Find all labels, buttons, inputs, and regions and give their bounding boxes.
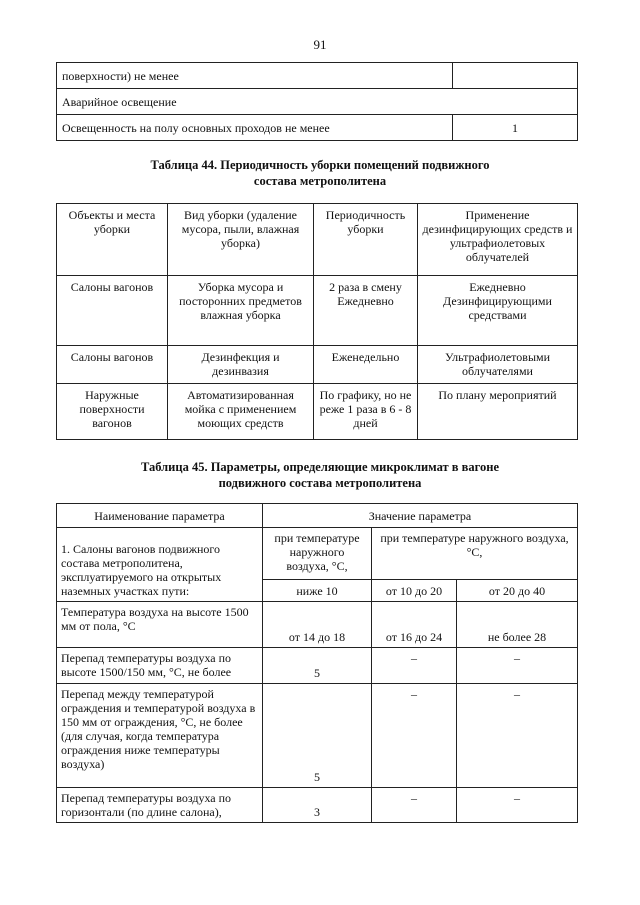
- table-header-row: [57, 504, 578, 528]
- table-cell: –: [372, 648, 457, 684]
- table-row: [57, 63, 578, 89]
- table-cell: Салоны вагонов: [57, 346, 168, 384]
- table-cell: –: [457, 684, 578, 788]
- table-45-caption: [0, 459, 640, 491]
- caption-text: Таблица 45. Параметры, определяющие микроклимат в вагоне подвижного состава метрополитена: [140, 460, 500, 490]
- table-cell: от 16 до 24: [372, 602, 457, 648]
- table-cell: Ультрафиолетовыми облучателями: [418, 346, 578, 384]
- table-cell: Наружные поверхности вагонов: [57, 384, 168, 440]
- table-cell: Освещенность на полу основных проходов не менее: [57, 115, 453, 141]
- table-cell: не более 28: [457, 602, 578, 648]
- table-cell: Перепад температуры воздуха по высоте 1500/150 мм, °С, не более: [57, 648, 263, 684]
- table-cell: Салоны вагонов: [57, 276, 168, 346]
- table-row: [57, 788, 578, 823]
- header-cell: при температуре наружного воздуха, °С,: [263, 528, 372, 580]
- header-cell: Наименование параметра: [57, 504, 263, 528]
- table-cell: 1: [453, 115, 578, 141]
- table-row: [57, 89, 578, 115]
- header-cell: Объекты и места уборки: [57, 204, 168, 276]
- table-cell: 3: [263, 788, 372, 823]
- table-cell: Автоматизированная мойка с применением моющих средств: [168, 384, 314, 440]
- table-44: [56, 203, 578, 440]
- table-cell: Дезинфекция и дезинвазия: [168, 346, 314, 384]
- table-cell: По графику, но не реже 1 раза в 6 - 8 дней: [314, 384, 418, 440]
- table-cell: 5: [263, 648, 372, 684]
- table-cell: –: [372, 788, 457, 823]
- table-row: [57, 602, 578, 648]
- table-cell: Уборка мусора и посторонних предметов влажная уборка: [168, 276, 314, 346]
- table-cell: Перепад температуры воздуха по горизонтали (по длине салона),: [57, 788, 263, 823]
- header-cell: Применение дезинфицирующих средств и ультрафиолетовых облучателей: [418, 204, 578, 276]
- page-number: 91: [313, 37, 327, 52]
- top-table-fragment: [56, 62, 578, 141]
- table-row: [57, 648, 578, 684]
- table-45: [56, 503, 578, 823]
- table-cell: [453, 63, 578, 89]
- table-cell: По плану мероприятий: [418, 384, 578, 440]
- header-cell: при температуре наружного воздуха, °С,: [372, 528, 578, 580]
- table-header-row: [57, 204, 578, 276]
- header-cell: от 10 до 20: [372, 580, 457, 602]
- table-cell: Температура воздуха на высоте 1500 мм от пола, °С: [57, 602, 263, 648]
- table-row: [57, 384, 578, 440]
- table-row: [57, 346, 578, 384]
- table-cell: Перепад между температурой ограждения и температурой воздуха в 150 мм от ограждения, °С, не более (для случая, когда температура ограждения ниже температуры воздуха): [57, 684, 263, 788]
- header-cell: Вид уборки (удаление мусора, пыли, влажная уборка): [168, 204, 314, 276]
- table-cell: Аварийное освещение: [57, 89, 578, 115]
- table-cell: –: [457, 648, 578, 684]
- header-cell: Значение параметра: [263, 504, 578, 528]
- header-cell: от 20 до 40: [457, 580, 578, 602]
- table-cell: от 14 до 18: [263, 602, 372, 648]
- table-cell: 2 раза в смену Ежедневно: [314, 276, 418, 346]
- table-cell: Еженедельно: [314, 346, 418, 384]
- header-cell: ниже 10: [263, 580, 372, 602]
- table-cell: поверхности) не менее: [57, 63, 453, 89]
- table-44-caption: [0, 157, 640, 189]
- table-cell: Ежедневно Дезинфицирующими средствами: [418, 276, 578, 346]
- table-cell: 5: [263, 684, 372, 788]
- caption-text: Таблица 44. Периодичность уборки помещений подвижного состава метрополитена: [150, 158, 490, 188]
- table-row: [57, 684, 578, 788]
- table-subheader-row: [57, 528, 578, 580]
- table-cell: –: [457, 788, 578, 823]
- table-row: [57, 115, 578, 141]
- header-cell: 1. Салоны вагонов подвижного состава метрополитена, эксплуатируемого на открытых наземных участках пути:: [57, 528, 263, 602]
- table-row: [57, 276, 578, 346]
- table-cell: –: [372, 684, 457, 788]
- header-cell: Периодичность уборки: [314, 204, 418, 276]
